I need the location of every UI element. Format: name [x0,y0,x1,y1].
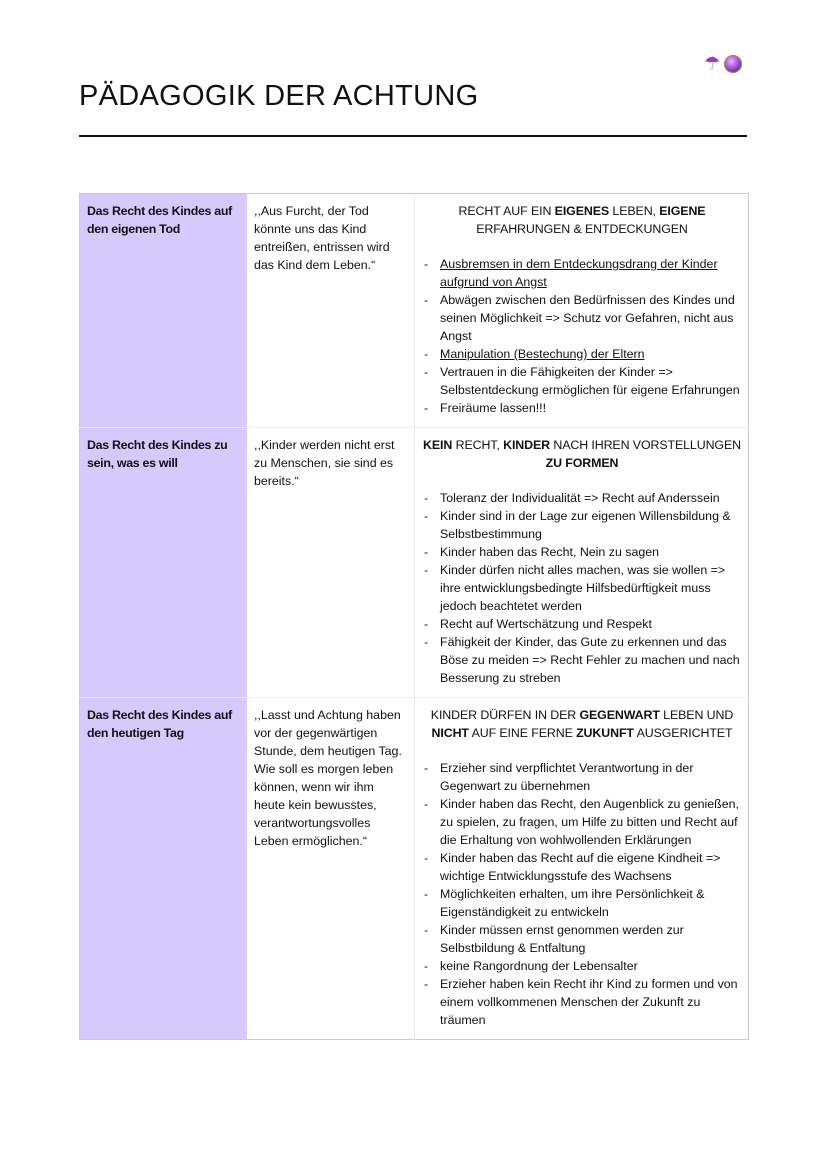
list-item: - Kinder haben das Recht, Nein zu sagen [422,543,742,561]
list-item: - Vertrauen in die Fähigkeiten der Kinder => Selbstentdeckung ermöglichen für eigene Erfahrungen [422,363,742,399]
right-title: Das Recht des Kindes auf den eigenen Tod [80,194,248,428]
section-heading: RECHT AUF EIN EIGENES LEBEN, EIGENE ERFAHRUNGEN & ENTDECKUNGEN [458,204,706,236]
table-row [80,428,749,698]
bullet-list [422,255,742,417]
list-item: - Toleranz der Individualität => Recht auf Anderssein [422,489,742,507]
quote-cell: ,,Lasst und Achtung haben vor der gegenwärtigen Stunde, dem heutigen Tag. Wie soll es morgen leben können, wenn wir ihm heute kein bewusstes, verantwortungsvolles Leben ermöglichen.“ [247,698,415,1040]
list-item: - Kinder dürfen nicht alles machen, was sie wollen => ihre entwicklungsbedingte Hilfsbedürftigkeit muss jedoch beachtetet werden [422,561,742,615]
list-item: - Kinder sind in der Lage zur eigenen Willensbildung & Selbstbestimmung [422,507,742,543]
crystal-ball-icon [724,55,742,73]
title-divider [79,135,747,137]
list-item: - Recht auf Wertschätzung und Respekt [422,615,742,633]
bullet-list [422,759,742,1029]
quote-cell: ,,Aus Furcht, der Tod könnte uns das Kind entreißen, entrissen wird das Kind dem Leben.“ [247,194,415,428]
list-item: - keine Rangordnung der Lebensalter [422,957,742,975]
list-item: - Kinder haben das Recht auf die eigene Kindheit => wichtige Entwicklungsstufe des Wachsens [422,849,742,885]
page-title: PÄDAGOGIK DER ACHTUNG [79,80,479,112]
list-item: - Möglichkeiten erhalten, um ihre Persönlichkeit & Eigenständigkeit zu entwickeln [422,885,742,921]
table-row [80,698,749,1040]
rights-table [79,193,749,1040]
list-item: - Abwägen zwischen den Bedürfnissen des Kindes und seinen Möglichkeit => Schutz vor Gefahren, nicht aus Angst [422,291,742,345]
list-item: - Erzieher haben kein Recht ihr Kind zu formen und von einem vollkommenen Menschen der Zukunft zu träumen [422,975,742,1029]
decor-emoji-row [704,54,742,74]
explanation-cell [415,194,749,428]
list-item: - Kinder haben das Recht, den Augenblick zu genießen, zu spielen, zu fragen, um Hilfe zu bitten und Recht auf die Erhaltung von wohlwollenden Erklärungen [422,795,742,849]
right-title: Das Recht des Kindes auf den heutigen Tag [80,698,248,1040]
quote-cell: ,,Kinder werden nicht erst zu Menschen, sie sind es bereits.“ [247,428,415,698]
explanation-cell [415,698,749,1040]
list-item: - Erzieher sind verpflichtet Verantwortung in der Gegenwart zu übernehmen [422,759,742,795]
right-title: Das Recht des Kindes zu sein, was es will [80,428,248,698]
list-item: - Manipulation (Bestechung) der Eltern [422,345,742,363]
list-item: - Ausbremsen in dem Entdeckungsdrang der Kinder aufgrund von Angst [422,255,742,291]
table-row [80,194,749,428]
umbrella-icon: ☂ [704,53,721,74]
section-heading: KEIN RECHT, KINDER NACH IHREN VORSTELLUNGEN ZU FORMEN [423,438,741,470]
list-item: - Kinder müssen ernst genommen werden zur Selbstbildung & Entfaltung [422,921,742,957]
list-item: - Fähigkeit der Kinder, das Gute zu erkennen und das Böse zu meiden => Recht Fehler zu machen und nach Besserung zu streben [422,633,742,687]
explanation-cell [415,428,749,698]
bullet-list [422,489,742,687]
section-heading: KINDER DÜRFEN IN DER GEGENWART LEBEN UND NICHT AUF EINE FERNE ZUKUNFT AUSGERICHTET [430,708,734,740]
list-item: - Freiräume lassen!!! [422,399,742,417]
